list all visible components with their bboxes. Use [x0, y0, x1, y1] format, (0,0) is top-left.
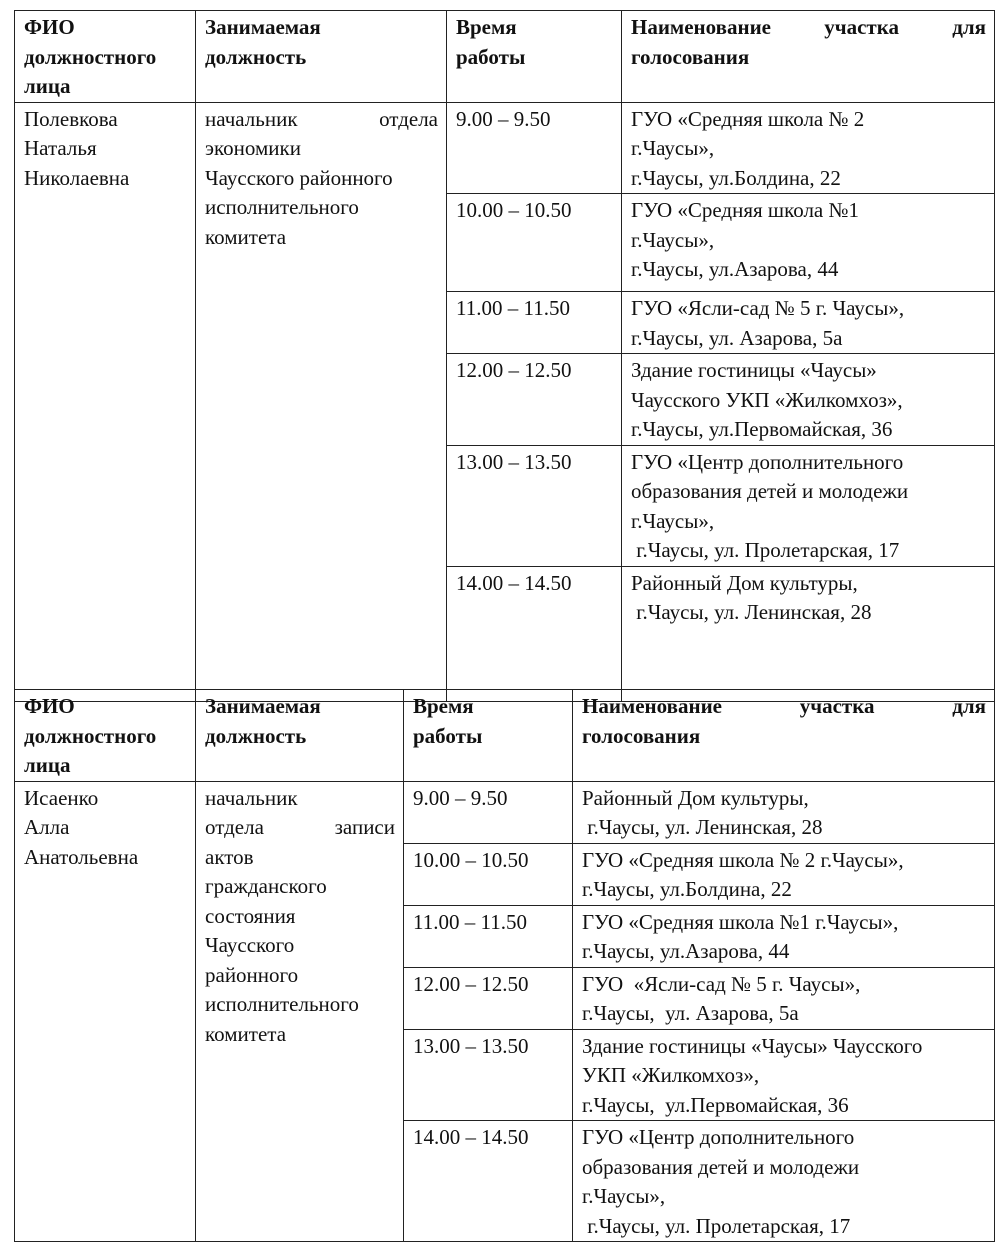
site-cell: [573, 905, 995, 967]
site-line: ГУО «Средняя школа № 2 г.Чаусы»,: [582, 847, 904, 872]
person-name-line: Николаевна: [24, 165, 130, 190]
site-line: г.Чаусы»,: [631, 227, 715, 252]
header-position-line: Занимаемая: [205, 694, 321, 718]
header-fio-line: лица: [24, 74, 71, 98]
person-position-line: районного: [205, 962, 299, 987]
site-line: Районный Дом культуры,: [582, 785, 809, 810]
schedule-table-2: [14, 689, 995, 1242]
site-line: образования детей и молодежи: [582, 1154, 860, 1179]
site-line: ГУО «Центр дополнительного: [582, 1125, 855, 1149]
site-cell: [622, 102, 995, 194]
person-name-line: Наталья: [24, 136, 97, 160]
header-time-line: Время: [456, 15, 517, 39]
site-line: ГУО «Ясли-сад № 5 г. Чаусы»,: [631, 296, 905, 320]
header-position-line: должность: [205, 723, 307, 748]
site-line: Районный Дом культуры,: [631, 570, 858, 595]
time-cell: 11.00 – 11.50: [447, 292, 622, 354]
person-position-line: комитета: [205, 224, 287, 249]
person-position-line: экономики: [205, 136, 301, 160]
header-site-line: голосования: [582, 723, 701, 748]
site-line: г.Чаусы, ул. Азарова, 5а: [582, 1001, 799, 1025]
site-cell: [573, 1121, 995, 1242]
site-line: ГУО «Ясли-сад № 5 г. Чаусы»,: [582, 971, 861, 996]
site-line: г.Чаусы»,: [631, 136, 715, 160]
header-position-line: Занимаемая: [205, 15, 321, 39]
header-site-line: голосования: [631, 44, 750, 69]
person-name-line: Анатольевна: [24, 844, 139, 869]
person-name: [15, 102, 196, 701]
header-fio-line: должностного: [24, 44, 157, 69]
header-row: [15, 690, 995, 782]
table-row: [15, 781, 995, 843]
header-time: [447, 11, 622, 103]
site-line: г.Чаусы, ул. Ленинская, 28: [582, 815, 823, 839]
header-time-line: Время: [413, 694, 474, 718]
site-line: образования детей и молодежи: [631, 479, 909, 503]
person-position-line: начальник отдела: [205, 106, 438, 131]
person-name: [15, 781, 196, 1242]
site-line: г.Чаусы, ул. Пролетарская, 17: [631, 538, 900, 562]
header-fio-line: лица: [24, 753, 71, 777]
site-line: ГУО «Средняя школа №1: [631, 198, 860, 222]
site-cell: [573, 1029, 995, 1121]
person-position: [196, 781, 404, 1242]
header-position: [196, 11, 447, 103]
time-cell: 12.00 – 12.50: [447, 354, 622, 446]
header-fio-line: ФИО: [24, 15, 75, 39]
site-line: г.Чаусы, ул. Пролетарская, 17: [582, 1213, 851, 1238]
site-cell: [622, 566, 995, 701]
site-line: Чаусского УКП «Жилкомхоз»,: [631, 387, 903, 412]
person-position-line: начальник: [205, 785, 298, 810]
schedule-table-1: [14, 10, 995, 702]
person-position-line: комитета: [205, 1021, 287, 1046]
site-line: г.Чаусы, ул.Болдина, 22: [582, 877, 792, 901]
site-line: г.Чаусы, ул.Азарова, 44: [582, 939, 790, 963]
person-name-line: Исаенко: [24, 785, 99, 810]
person-position-line: актов: [205, 844, 254, 869]
site-line: ГУО «Средняя школа №1 г.Чаусы»,: [582, 909, 899, 934]
time-cell: 13.00 – 13.50: [447, 445, 622, 566]
time-cell: 9.00 – 9.50: [404, 781, 573, 843]
header-fio-line: должностного: [24, 723, 157, 748]
time-cell: 14.00 – 14.50: [447, 566, 622, 701]
header-row: [15, 11, 995, 103]
site-cell: [573, 967, 995, 1029]
site-line: ГУО «Средняя школа № 2: [631, 106, 865, 131]
header-position: [196, 690, 404, 782]
header-fio-line: ФИО: [24, 694, 75, 718]
header-site-line: Наименование участка для: [631, 15, 986, 39]
site-cell: [622, 445, 995, 566]
person-position-line: отдела записи: [205, 815, 395, 839]
site-line: Здание гостиницы «Чаусы» Чаусского: [582, 1033, 923, 1058]
time-cell: 14.00 – 14.50: [404, 1121, 573, 1242]
site-line: ГУО «Центр дополнительного: [631, 449, 904, 474]
time-cell: 10.00 – 10.50: [404, 843, 573, 905]
site-line: УКП «Жилкомхоз»,: [582, 1063, 760, 1087]
site-cell: [622, 354, 995, 446]
person-name-line: Полевкова: [24, 106, 118, 131]
time-cell: 11.00 – 11.50: [404, 905, 573, 967]
site-cell: [622, 194, 995, 292]
person-position-line: исполнительного: [205, 992, 359, 1016]
site-cell: [573, 843, 995, 905]
site-line: г.Чаусы, ул.Болдина, 22: [631, 165, 841, 190]
header-fio: [15, 690, 196, 782]
site-line: г.Чаусы, ул.Азарова, 44: [631, 257, 839, 281]
table-row: [15, 102, 995, 194]
person-position-line: состояния: [205, 903, 296, 928]
person-position: [196, 102, 447, 701]
person-position-line: Чаусского районного: [205, 165, 393, 190]
person-position-line: гражданского: [205, 874, 327, 898]
site-line: г.Чаусы»,: [582, 1184, 666, 1208]
time-cell: 10.00 – 10.50: [447, 194, 622, 292]
header-position-line: должность: [205, 44, 307, 69]
site-line: г.Чаусы, ул.Первомайская, 36: [631, 417, 893, 441]
site-line: г.Чаусы, ул. Азарова, 5а: [631, 325, 843, 350]
header-site-line: Наименование участка для: [582, 694, 986, 718]
header-fio: [15, 11, 196, 103]
site-line: г.Чаусы»,: [631, 508, 715, 533]
site-line: г.Чаусы, ул. Ленинская, 28: [631, 600, 872, 624]
header-time-line: работы: [413, 723, 483, 748]
header-time: [404, 690, 573, 782]
header-time-line: работы: [456, 44, 526, 69]
site-cell: [573, 781, 995, 843]
time-cell: 13.00 – 13.50: [404, 1029, 573, 1121]
site-line: г.Чаусы, ул.Первомайская, 36: [582, 1092, 849, 1117]
site-cell: [622, 292, 995, 354]
person-position-line: исполнительного: [205, 195, 359, 219]
person-position-line: Чаусского: [205, 933, 295, 957]
time-cell: 9.00 – 9.50: [447, 102, 622, 194]
time-cell: 12.00 – 12.50: [404, 967, 573, 1029]
header-site: [622, 11, 995, 103]
header-site: [573, 690, 995, 782]
site-line: Здание гостиницы «Чаусы»: [631, 358, 877, 382]
person-name-line: Алла: [24, 815, 70, 839]
